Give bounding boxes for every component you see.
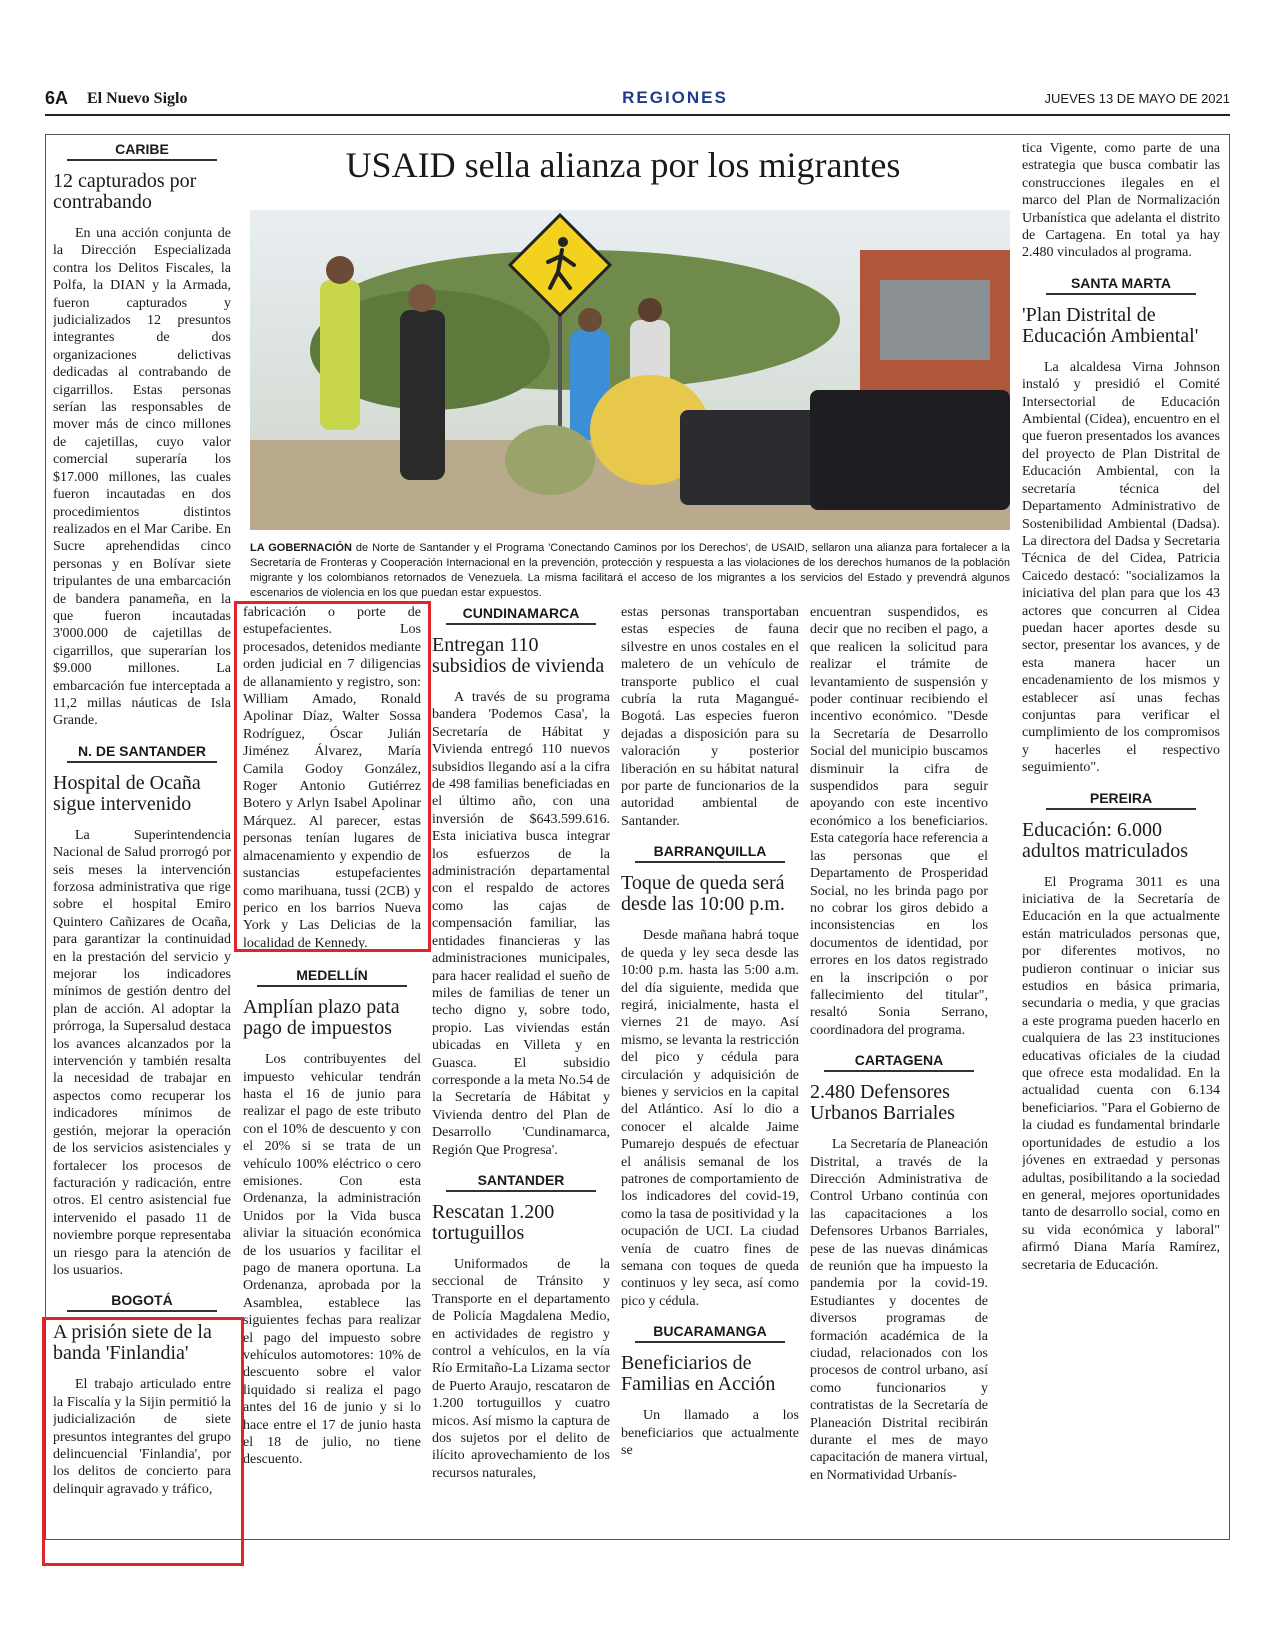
body-santamarta: La alcaldesa Virna Johnson instaló y presidió el Comité Intersectorial de Educación Ambiental (Cidea), encuentro en el que fueron presentados los avances del proyecto de Plan Distrital de Educación Ambiental, con la secretaría técnica del Departamento Administrativo de Sostenibilidad Ambiental (Dadsa). La directora del Dadsa y Secretaria Técnica de del Cidea, Patricia Caicedo destacó: "socializamos la iniciativa del plan para que los 43 actores que concurren al Cidea puedan hacer aportes desde su sector, presentar los avances, y de esta manera hacer un encadenamiento de los mismos y establecer así unas fechas conjuntas para verificar el cumplimiento de los compromisos y hacerles el respectivo seguimiento". <box>1022 359 1220 776</box>
headline-santander: Rescatan 1.200 tortuguillos <box>432 1200 555 1244</box>
body-bogota: El trabajo articulado entre la Fiscalía y la Sijin permitió la judicialización de siete presuntos integrantes del grupo delincuencial 'Finlandia', por los delitos de concierto para delinquir agravado y tráfico, <box>53 1377 231 1497</box>
column-3 <box>432 604 610 1534</box>
tag-cundinamarca: CUNDINAMARCA <box>446 604 596 625</box>
body-bogota-continued: fabricación o porte de estupefacientes. Los procesados, detenidos mediante orden judicial en 7 diligencias de allanamiento y registro, son: William Amado, Ronald Apolinar Díaz, Walter Sossa Rodríguez, Óscar Julián Jiménez Álvarez, María Camila Godoy González, Roger Antonio Gutiérrez Botero y Arlyn Isabel Apolinar Márquez. Al parecer, estas personas tenían lugares de almacenamiento y expendio de sustancias estupefacientes como marihuana, tussi (2CB) y perico en los barrios Nueva York y Las Delicias de la localidad de Kennedy. <box>243 605 421 951</box>
body-medellin: Los contribuyentes del impuesto vehicular tendrán hasta el 16 de junio para realizar el pago de este tributo con el 10% de descuento y con el 20% si se trata de un vehículo 100% eléctrico o cero emisiones. Con esta Ordenanza, la administración Unidos por la Vida busca aliviar la situación económica de los usuarios y facilitar el pago de manera oportuna. La Ordenanza, aprobada por la Asamblea, establece las siguientes fechas para realizar el pago del impuesto sobre vehículos automotores: 10% de descuento sobre el valor liquidado si realiza el pago antes del 16 de junio y si lo hace entre el 17 de junio hasta el 18 de julio, no tiene descuento. <box>243 1052 421 1468</box>
page-header <box>45 88 1230 116</box>
tag-pereira: PEREIRA <box>1046 789 1196 810</box>
issue-date: JUEVES 13 DE MAYO DE 2021 <box>1044 91 1230 106</box>
body-bucaramanga: Un llamado a los beneficiarios que actualmente se <box>621 1408 799 1459</box>
photo-illustration <box>250 210 1010 530</box>
headline-cartagena: 2.480 Defensores Urbanos Barriales <box>810 1081 955 1125</box>
body-barranquilla: Desde mañana habrá toque de queda y ley seca desde las 10:00 p.m. hasta las 5:00 a.m. del día siguiente, medida que regirá, inicialmente, hasta el viernes 21 de mayo. Así mismo, se levanta la restricción del pico y cédula para circulación y adquisición de bienes y servicios en la capital del Atlántico. Así lo dio a conocer el alcalde Jaime Pumarejo después de efectuar el análisis semanal de los patrones de comportamiento de los indicadores del covid-19, como la tasa de positividad y la ocupación de UCI. La ciudad venía de cuatro fines de semana con toques de queda continuos y ley seca, así como pico y cédula. <box>621 928 799 1309</box>
caption-text: de Norte de Santander y el Programa 'Conectando Caminos por los Derechos', de USAID, sellaron una alianza para fortalecer a la Secretaría de Fronteras y Cooperación Internacional en la prevención, protección y respuesta a las violaciones de los derechos humanos de la población migrante y los colombianos retornados de Venezuela. La misma facilitará el acceso de los migrantes a los servicios del Estado y prevendrá algunos escenarios de violencia en los que puedan estar expuestos. <box>250 542 1010 599</box>
newspaper-name: El Nuevo Siglo <box>87 90 188 107</box>
tag-cartagena: CARTAGENA <box>824 1051 974 1072</box>
headline-santamarta: 'Plan Distrital de Educación Ambiental' <box>1022 303 1199 347</box>
body-santander: Uniformados de la seccional de Tránsito y Transporte en el departamento de Policía Magdalena Medio, en actividades de registro y control a vehículos, en la vía Río Ermitaño-La Lizama sector de Puerto Araujo, rescataron de 1.200 tortuguillos y cuatro micos. Así mismo la captura de dos sujetos por el delito de ilícito aprovechamiento de los recursos naturales, <box>432 1256 610 1481</box>
section-name: REGIONES <box>622 88 728 107</box>
tag-santander: SANTANDER <box>446 1171 596 1192</box>
headline-pereira: Educación: 6.000 adultos matriculados <box>1022 818 1189 862</box>
caption-lead: LA GOBERNACIÓN <box>250 542 352 554</box>
tag-nsantander: N. DE SANTANDER <box>67 742 217 763</box>
headline-caribe: 12 capturados por contrabando <box>53 170 197 213</box>
page-number: 6A <box>45 88 69 108</box>
tag-bucaramanga: BUCARAMANGA <box>635 1322 785 1343</box>
body-cartagena: La Secretaría de Planeación Distrital, a través de la Dirección Administrativa de Control Urbano continúa con las capacitaciones a los Defensores Urbanos Barriales, pese de las nuevas dinámicas de reunión que ha impuesto la pandemia por la covid-19. Estudiantes y docentes de diversos programas de formación académica de la ciudad, relacionados con los procesos de control urbano, así como funcionarios y contratistas de la Secretaría de Planeación Distrital recibirán durante el mes de mayo capacitación de manera virtual, en Normatividad Urbanís- <box>810 1137 988 1483</box>
headline-nsantander: Hospital de Ocaña sigue intervenido <box>53 771 201 815</box>
main-photo <box>250 210 1010 530</box>
body-cundinamarca: A través de su programa bandera 'Podemos Casa', la Secretaría de Hábitat y Vivienda entregó 110 nuevos subsidios llegando así a la cifra de 498 familias beneficiadas en el último año, con una inversión de $643.599.616. Esta iniciativa busca integrar los esfuerzos de la administración departamental con el respaldo de actores como las cajas de compensación familiar, las entidades financieras y las administraciones municipales, para hacer realidad el sueño de miles de familias de tener un techo digno y, sobre todo, propio. Las viviendas están ubicadas en Villeta y en Guasca. El subsidio corresponde a la meta No.54 de la Secretaría de Hábitat y Vivienda dentro del Plan de Desarrollo 'Cundinamarca, Región Que Progresa'. <box>432 690 610 1158</box>
body-nsantander: La Superintendencia Nacional de Salud prorrogó por seis meses la intervención forzosa administrativa que rige sobre el hospital Emiro Quintero Cañizares de Ocaña, para garantizar la continuidad en la prestación del servicio y mejorar los indicadores mínimos de gestión dentro del plan de acción. Al adoptar la prórroga, la Supersalud destaca los avances alcanzados por la intervención y también resalta la necesidad de trabajar en aspectos como recuperar los indicadores mínimos de gestión, mejorar la operación de los servicios asistenciales y fortalecer los procesos de facturación y radicación, entre otros. El centro asistencial fue intervenido el pasado 11 de noviembre porque representaba un riesgo para la atención de los usuarios. <box>53 827 231 1278</box>
headline-bogota: A prisión siete de la banda 'Finlandia' <box>53 1321 212 1365</box>
body-cartagena-continued: tica Vigente, como parte de una estrategia que busca combatir las construcciones ilegales en el marco del Plan de Normalización Urbanística que adelanta el distrito de Cartagena. En total ya hay 2.480 vinculados al programa. <box>1022 141 1220 261</box>
column-6 <box>1022 140 1220 1535</box>
tag-bogota: BOGOTÁ <box>67 1291 217 1312</box>
main-headline: USAID sella alianza por los migrantes <box>345 145 901 185</box>
body-bucaramanga-continued: encuentran suspendidos, es decir que no reciben el pago, a que realicen la solicitud para realizar el trámite de levantamiento de suspensión y poder continuar recibiendo el incentivo económico. "Desde la Secretaría de Desarrollo Social del municipio buscamos disminuir la cifra de suspendidos para seguir apoyando con este incentivo económico a los beneficiarios. Esta categoría hace referencia a las personas que el Departamento de Prosperidad Social, no les brinda pago por no cobrar los giros debido a inconsistencias en los documentos de identidad, por errores en los datos registrado en la inscripción o por fallecimiento del titular", resaltó Sonia Serrano, coordinadora del programa. <box>810 605 988 1038</box>
headline-medellin: Amplían plazo pata pago de impuestos <box>243 996 400 1040</box>
tag-barranquilla: BARRANQUILLA <box>635 842 785 863</box>
headline-bucaramanga: Beneficiarios de Familias en Acción <box>621 1352 776 1396</box>
headline-cundinamarca: Entregan 110 subsidios de vivienda <box>432 634 605 677</box>
highlight-box-bogota <box>42 1317 244 1566</box>
headline-barranquilla: Toque de queda será desde las 10:00 p.m. <box>621 872 785 916</box>
body-caribe: En una acción conjunta de la Dirección Especializada contra los Delitos Fiscales, la Polfa, la DIAN y la Armada, fueron capturados y judicializados 12 presuntos integrantes de dos organizaciones delictivas dedicadas al contrabando de cigarrillos. Estas personas serían las responsables de mover más de cinco millones de cajetillas, cuyo valor comercial superaría los $17.000 millones, las cuales fueron incautadas en dos procedimientos distintos realizados en el Mar Caribe. En Sucre aprehendidas cinco personas y en Bolívar siete tripulantes de una embarcación de bandera panameña, en la que fueron incautadas 3'000.000 de cajetillas de cigarrillos, que superarían los $9.000 millones. La embarcación fue interceptada a 11,2 millas náuticas de Isla Grande. <box>53 226 231 729</box>
photo-caption <box>250 541 1010 601</box>
tag-medellin: MEDELLÍN <box>257 966 407 987</box>
highlight-box-bogota-continued <box>234 601 431 952</box>
body-santander-continued: estas personas transportaban estas especies de fauna silvestre en unos costales en el maletero de un vehículo de transporte publico el cual cubría la ruta Magangué-Bogotá. Las especies fueron dejadas a disposición para su valoración y posterior liberación en su hábitat natural por parte de funcionarios de la autoridad ambiental de Santander. <box>621 605 799 829</box>
column-5 <box>810 604 988 1534</box>
body-pereira: El Programa 3011 es una iniciativa de la Secretaría de Educación en la que actualmente están matriculados personas que, por diferentes motivos, no pudieron continuar o iniciar sus estudios en básica primaria, secundaria o media, y que gracias a este programa pueden hacerlo en cualquiera de las 23 instituciones educativas oficiales de la ciudad que ofrece esta modalidad. En la actualidad cuenta con 6.134 beneficiarios. "Para el Gobierno de la ciudad es fundamental brindarle oportunidades de estudio a los jóvenes en extraedad y personas adultas, posibilitando a la sociedad en general, mejores oportunidades tanto de desarrollo social, como en su vida económica y laboral" afirmó Diana María Ramírez, secretaria de Educación. <box>1022 874 1220 1273</box>
column-4 <box>621 604 799 1534</box>
tag-caribe: CARIBE <box>67 140 217 161</box>
tag-santamarta: SANTA MARTA <box>1046 274 1196 295</box>
